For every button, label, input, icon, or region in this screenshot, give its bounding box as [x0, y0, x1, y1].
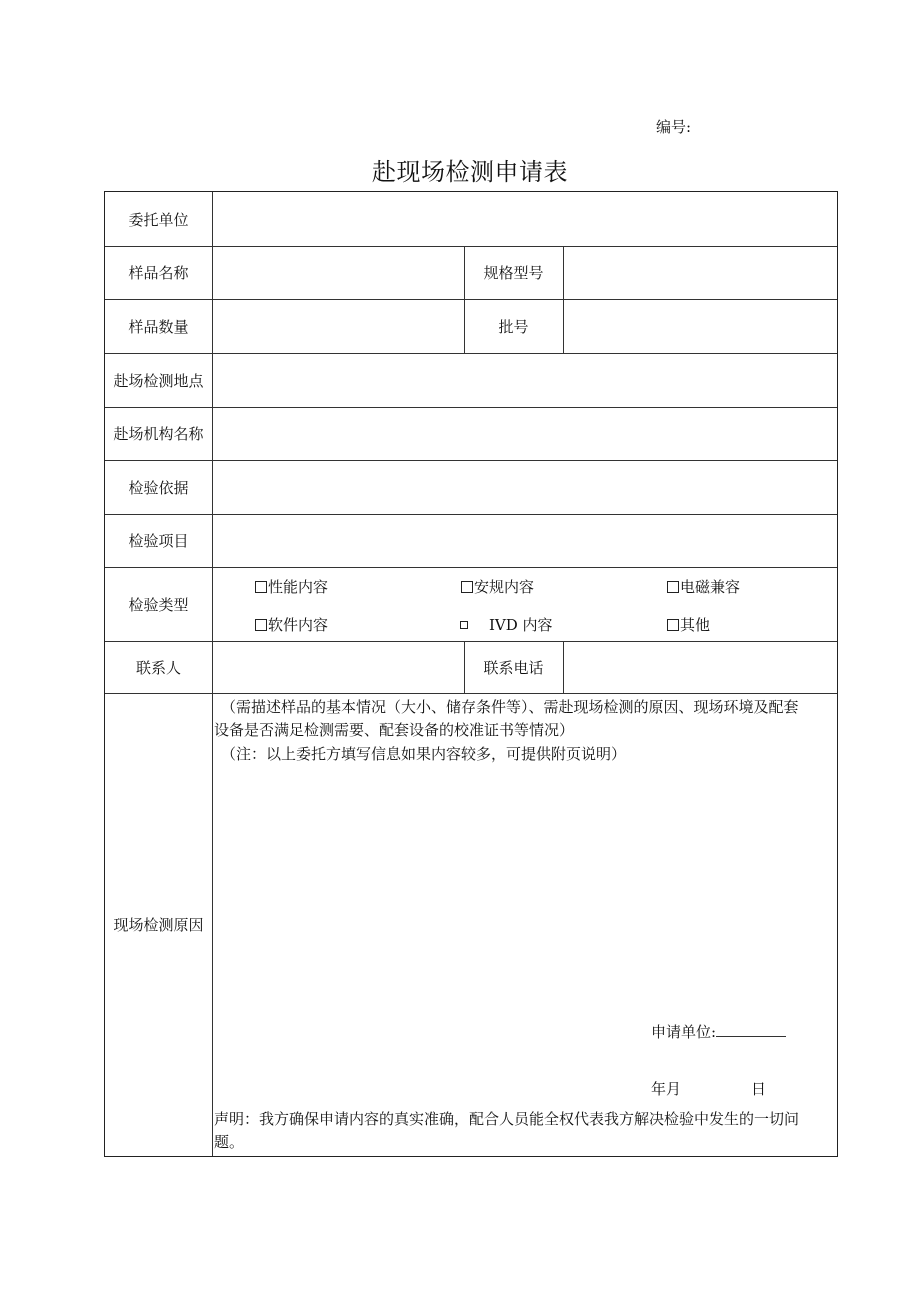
checkbox-icon[interactable]: [255, 581, 267, 593]
checkbox-icon[interactable]: [667, 581, 679, 593]
sample-name-label: 样品名称: [128, 264, 189, 282]
client-field[interactable]: [213, 192, 837, 246]
client-label: 委托单位: [128, 210, 189, 229]
basis-label: 检验依据: [128, 478, 189, 497]
contact-label: 联系人: [135, 658, 181, 677]
type-label: 检验类型: [128, 595, 189, 614]
basis-field[interactable]: [213, 460, 837, 514]
sample-qty-label: 样品数量: [128, 317, 189, 336]
reason-hint-line1: （需描述样品的基本情况（大小、储存条件等）、需赴现场检测的原因、现场环境及配套: [221, 698, 799, 716]
phone-field[interactable]: [564, 641, 837, 693]
declaration-line2: 题。: [214, 1133, 245, 1151]
type-option-emc[interactable]: 电磁兼容: [667, 576, 740, 597]
batch-label: 批号: [498, 317, 529, 336]
applicant-signature[interactable]: 申请单位:: [651, 1021, 786, 1044]
type-option-performance[interactable]: 性能内容: [255, 576, 328, 597]
page-title: 赴现场检测申请表: [372, 158, 568, 186]
contact-field[interactable]: [213, 641, 464, 693]
site-location-label: 赴场检测地点: [113, 371, 204, 390]
serial-number-label: 编号:: [656, 118, 692, 136]
checkbox-icon[interactable]: [255, 619, 267, 631]
date-year-month: 年月: [651, 1080, 682, 1098]
type-option-safety[interactable]: 安规内容: [461, 576, 534, 597]
site-location-field[interactable]: [213, 353, 837, 407]
type-option-software[interactable]: 软件内容: [255, 614, 328, 635]
reason-hint-line2: 设备是否满足检测需要、配套设备的校准证书等情况）: [214, 721, 575, 739]
items-field[interactable]: [213, 514, 837, 567]
items-label: 检验项目: [128, 532, 189, 550]
applicant-underline: [716, 1023, 786, 1037]
declaration-line1: 声明：我方确保申请内容的真实准确，配合人员能全权代表我方解决检验中发生的一切问: [214, 1110, 800, 1128]
sample-qty-field[interactable]: [213, 299, 464, 353]
phone-label: 联系电话: [483, 658, 544, 677]
reason-label: 现场检测原因: [113, 916, 204, 934]
checkbox-icon[interactable]: [667, 619, 679, 631]
spec-model-label: 规格型号: [483, 264, 544, 282]
type-option-ivd[interactable]: IVD 内容: [460, 614, 553, 635]
checkbox-icon[interactable]: [461, 581, 473, 593]
date-day: 日: [751, 1080, 767, 1098]
site-org-field[interactable]: [213, 407, 837, 460]
checkbox-icon[interactable]: [460, 621, 468, 629]
batch-field[interactable]: [564, 299, 837, 353]
spec-model-field[interactable]: [564, 246, 837, 299]
application-form: [104, 191, 838, 1157]
reason-note: （注：以上委托方填写信息如果内容较多，可提供附页说明）: [221, 745, 627, 763]
type-option-other[interactable]: 其他: [667, 614, 710, 635]
site-org-label: 赴场机构名称: [113, 425, 204, 443]
sample-name-field[interactable]: [213, 246, 464, 299]
